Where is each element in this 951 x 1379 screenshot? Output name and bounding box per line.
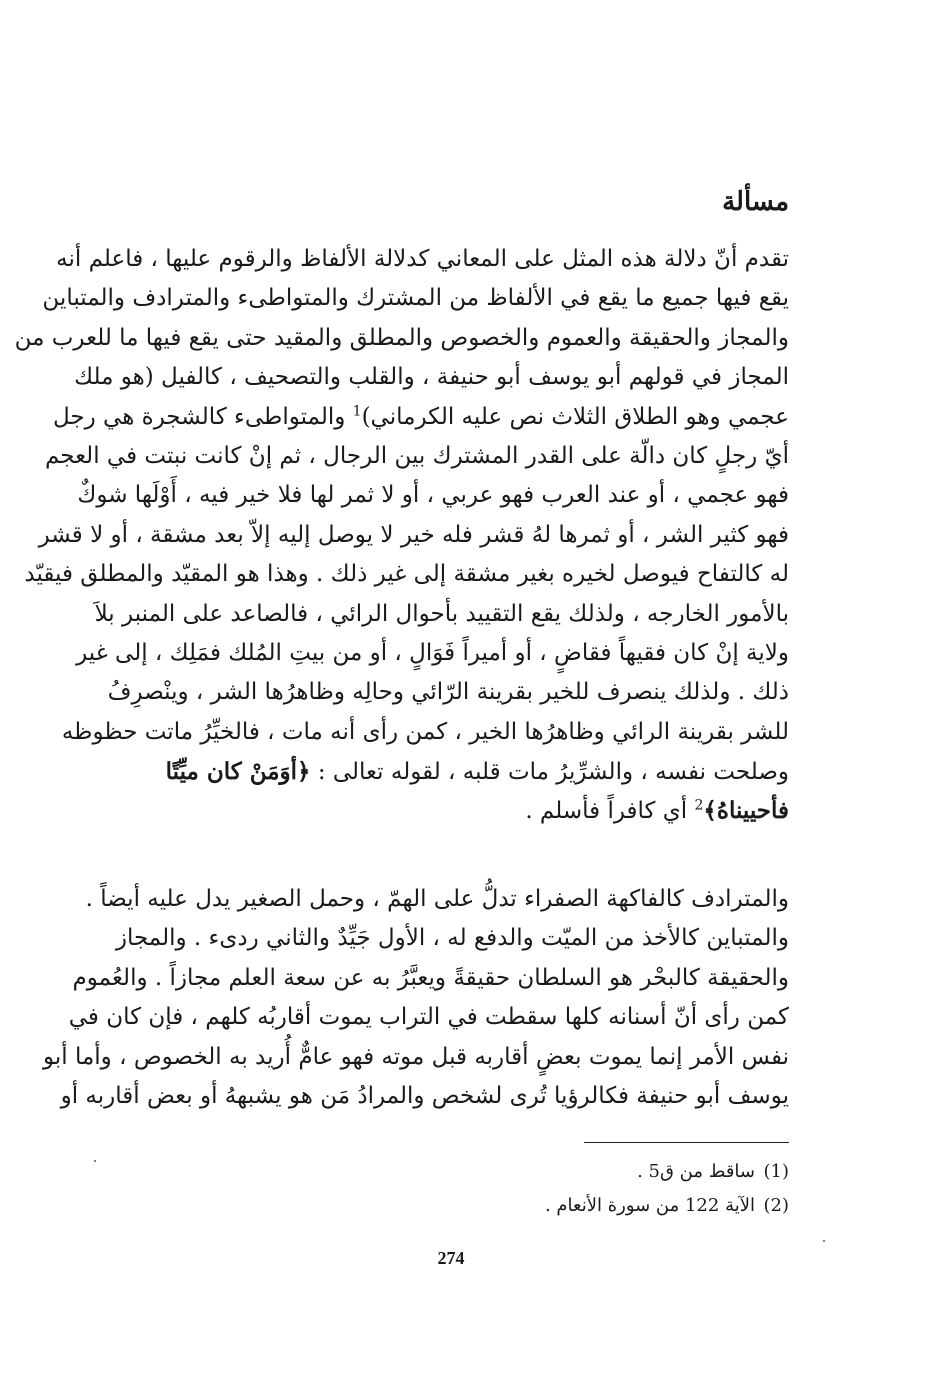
footnote-reference: 2 [694,797,704,814]
text-line: والمجاز والحقيقة والعموم والخصوص والمطلق والمقيد حتى يقع فيها ما للعرب من [14,324,789,351]
text-line: ذلك . ولذلك ينصرف للخير بقرينة الرّائي وحالِه وظاهرُها الشر ، وينْصرِفُ [107,679,789,706]
section-heading: مسألة [722,187,789,217]
text-line: للشر بقرينة الرائي وظاهرُها الخير ، كمن رأى أنه مات ، فالخيِّرُ ماتت حظوظه [61,718,789,745]
text-segment: عجمي وهو الطلاق الثلاث نص عليه الكرماني) [361,403,789,430]
footnote [545,1189,789,1223]
text-segment: أي كافراً فأسلم . [525,798,688,825]
text-line-with-quran [129,752,789,791]
footnote-number: (2) [763,1195,789,1216]
paragraph-secondary [42,880,789,1116]
text-line: نفس الأمر إنما يموت بعضٍ أقاربه قبل موته فهو عامٌّ أُريد به الخصوص ، وأما أبو [42,1043,789,1070]
text-line: تقدم أنّ دلالة هذه المثل على المعاني كدلالة الألفاظ والرقوم عليها ، فاعلم أنه [56,246,789,272]
text-line: له كالتفاح فيوصل لخيره بغير مشقة إلى غير ذلك . وهذا هو المقيّد والمطلق فيقيّد [24,561,789,588]
text-line: والمترادف كالفاكهة الصفراء تدلُّ على الهمّ ، وحمل الصغير يدل عليه أيضاً . [85,886,789,912]
text-line: والمتباين كالأخذ من الميّت والدفع له ، الأول جَيِّدٌ والثاني ردىء . والمجاز [115,925,789,952]
text-line: فهو كثير الشر ، أو ثمرها لهُ قشر فله خير لا يوصل إليه إلاّ بعد مشقة ، أو لا قشر [38,521,789,548]
scan-speck [823,1240,825,1242]
quran-quote: ﴿أوَمَنْ كان ميِّتًا [165,758,311,786]
footnote-text: الآية 122 من سورة الأنعام . [544,1195,755,1216]
text-line: المجاز في قولهم أبو يوسف أبو حنيفة ، والقلب والتصحيف ، كالفيل (هو ملك [74,364,789,391]
text-line: ولاية إنْ كان فقيهاً فقاضٍ ، أو أميراً فَوَالٍ ، أو من بيتِ المُلك فمَلِك ، إلى غير [76,639,789,666]
footnotes [545,1155,789,1223]
footnote-reference: 1 [352,402,362,419]
footnote-text: ساقط من ق5 . [637,1161,755,1182]
text-segment: وصلحت نفسه ، والشرِّيرُ مات قلبه ، لقوله تعالى : [317,759,789,786]
text-line: يوسف أبو حنيفة فكالرؤيا تُرى لشخص والمرادُ مَن هو يشبههُ أو بعض أقاربه أو [60,1082,789,1109]
text-segment: والمتواطىء كالشجرة هي رجل [52,403,346,430]
text-line: كمن رأى أنّ أسنانه كلها سقطت في التراب يموت أقاربُه كلهم ، فإن كان في [68,1004,789,1031]
text-line-with-quran [129,791,789,830]
text-line: والحقيقة كالبحْر هو السلطان حقيقةً ويعبَّرُ به عن سعة العلم مجازاً . والعُموم [72,964,789,991]
footnote-divider [584,1142,789,1143]
text-line: بالأمور الخارجه ، ولذلك يقع التقييد بأحوال الرائي ، فالصاعد على المنبر بلاَ [94,600,789,627]
footnote-number: (1) [763,1161,789,1182]
text-line: يقع فيها جميع ما يقع في الألفاظ من المشترك والمتواطىء والمترادف والمتباين [42,285,789,312]
text-line: فهو عجمي ، أو عند العرب فهو عربي ، أو لا ثمر لها فلا خير فيه ، أَوْلَها شوكٌ [77,482,789,509]
quran-quote: فأحييناهُ﴾ [703,797,789,825]
paragraph-main [14,240,789,831]
footnote [545,1155,789,1189]
page-number: 274 [437,1248,465,1268]
text-line-with-note [52,398,789,437]
scan-speck [94,1160,96,1162]
text-line: أيّ رجلٍ كان دالّة على القدر المشترك بين الرجال ، ثم إنْ كانت نبتت في العجم [44,442,789,469]
